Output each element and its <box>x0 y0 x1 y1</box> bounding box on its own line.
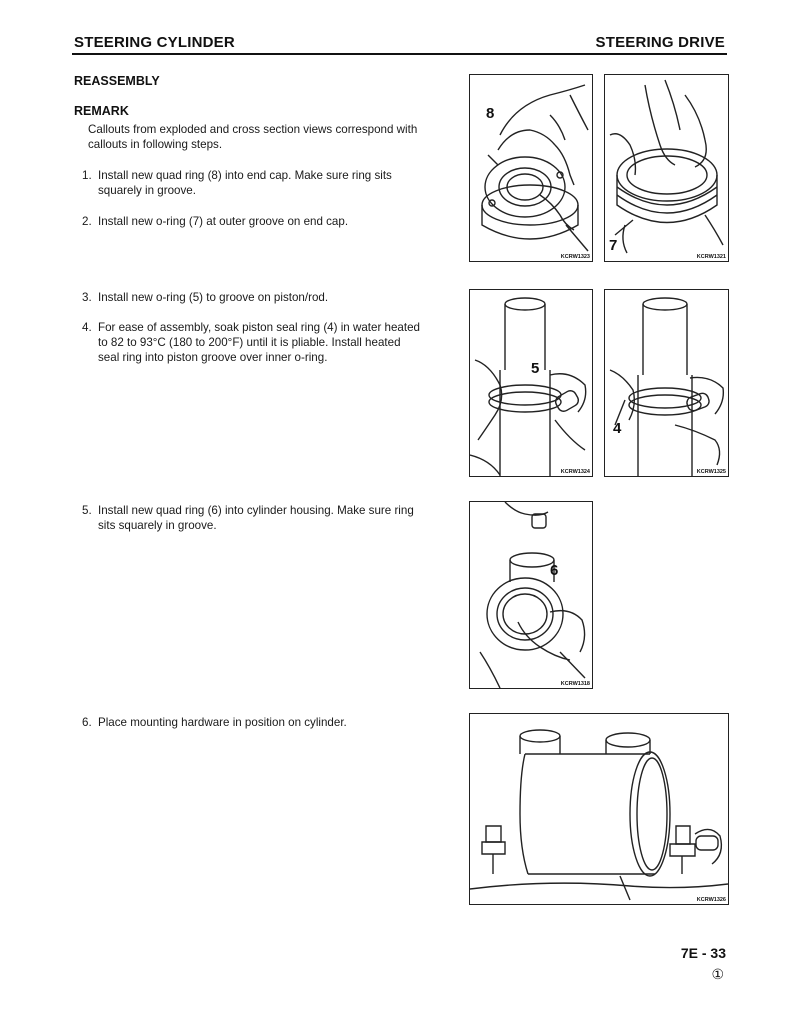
step-6 <box>82 715 447 730</box>
header-chapter-title: STEERING DRIVE <box>595 34 725 51</box>
figure-mounting-hardware <box>469 713 729 905</box>
section-heading: REASSEMBLY <box>74 74 160 88</box>
figure-piston-o-ring <box>469 289 593 477</box>
figure-code: KCRW1326 <box>696 897 726 903</box>
step-2 <box>82 214 447 229</box>
step-text-line: seal ring into piston groove over inner o-ring. <box>98 351 328 364</box>
step-number: 2. <box>82 215 92 228</box>
figure-code: KCRW1318 <box>560 681 590 687</box>
mounting-hardware-illustration <box>470 714 728 904</box>
remark-text-line-1: Callouts from exploded and cross section views correspond with <box>88 123 418 136</box>
callout-label: 4 <box>613 420 622 437</box>
step-text-line: sits squarely in groove. <box>98 519 217 532</box>
step-text-line: For ease of assembly, soak piston seal ring (4) in water heated <box>98 321 420 334</box>
step-4 <box>82 320 447 365</box>
step-number: 6. <box>82 716 92 729</box>
step-text-line: Install new quad ring (8) into end cap. Make sure ring sits <box>98 169 392 182</box>
revision-mark: ① <box>711 966 724 982</box>
step-3 <box>82 290 447 305</box>
step-text-line: Place mounting hardware in position on cylinder. <box>98 716 347 729</box>
step-number: 1. <box>82 169 92 182</box>
piston-o-ring-illustration <box>470 290 592 476</box>
step-text-line: Install new o-ring (5) to groove on piston/rod. <box>98 291 329 304</box>
step-number: 4. <box>82 321 92 334</box>
callout-label: 5 <box>531 360 540 377</box>
figure-end-cap-quad-ring <box>469 74 593 262</box>
o-ring-illustration <box>605 75 728 261</box>
figure-piston-seal-ring <box>604 289 729 477</box>
header-section-title: STEERING CYLINDER <box>74 34 235 51</box>
figure-code: KCRW1325 <box>696 469 726 475</box>
step-text-line: Install new o-ring (7) at outer groove on end cap. <box>98 215 349 228</box>
step-5 <box>82 503 447 533</box>
step-text-line: Install new quad ring (6) into cylinder housing. Make sure ring <box>98 504 414 517</box>
page-number: 7E - 33 <box>680 945 726 961</box>
callout-label: 6 <box>550 562 559 579</box>
callout-label: 8 <box>486 105 495 122</box>
figure-cylinder-housing-quad-ring <box>469 501 593 689</box>
piston-seal-ring-illustration <box>605 290 728 476</box>
figure-code: KCRW1323 <box>560 254 590 260</box>
step-number: 3. <box>82 291 92 304</box>
figure-end-cap-o-ring <box>604 74 729 262</box>
step-1 <box>82 168 447 198</box>
end-cap-illustration <box>470 75 592 261</box>
figure-code: KCRW1324 <box>560 469 590 475</box>
step-text-line: squarely in groove. <box>98 184 196 197</box>
figure-code: KCRW1321 <box>696 254 726 260</box>
step-number: 5. <box>82 504 92 517</box>
header-rule <box>72 53 727 55</box>
step-text-line: to 82 to 93°C (180 to 200°F) until it is pliable. Install heated <box>98 336 401 349</box>
cylinder-housing-illustration <box>470 502 592 688</box>
callout-label: 7 <box>609 237 618 254</box>
remark-heading: REMARK <box>74 104 129 118</box>
remark-text-line-2: callouts in following steps. <box>88 138 223 151</box>
